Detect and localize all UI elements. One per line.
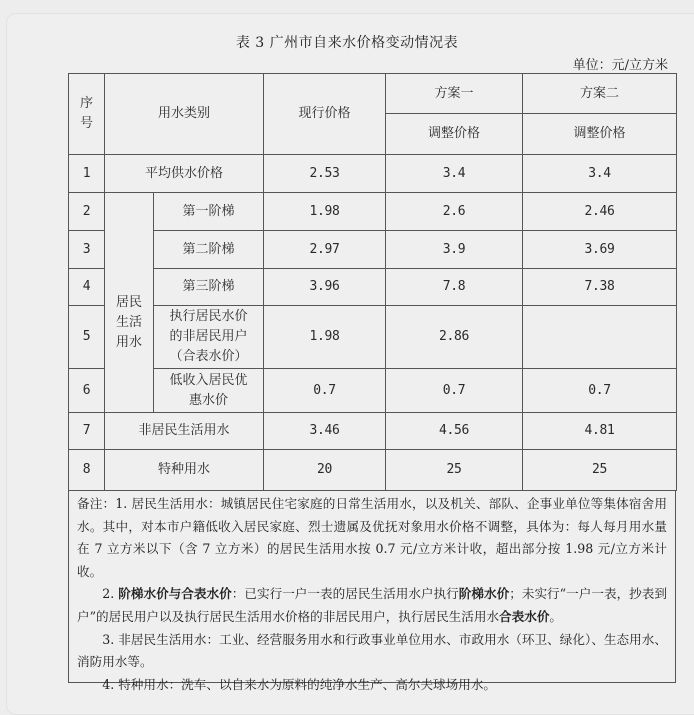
cell-current: 0.7 xyxy=(264,369,386,413)
header-row-1 xyxy=(69,74,677,114)
table-row xyxy=(69,413,677,450)
cell-seq: 7 xyxy=(69,413,105,450)
cell-current: 2.53 xyxy=(264,155,386,193)
cell-plan2 xyxy=(523,306,677,369)
table-row xyxy=(69,306,677,369)
cell-category: 特种用水 xyxy=(105,450,264,491)
cell-plan2: 4.81 xyxy=(523,413,677,450)
cell-seq: 4 xyxy=(69,269,105,306)
cell-plan2: 0.7 xyxy=(523,369,677,413)
table-row xyxy=(69,231,677,269)
table-row xyxy=(69,369,677,413)
table-row xyxy=(69,193,677,231)
note-1: 备注：1. 居民生活用水：城镇居民住宅家庭的日常生活用水，以及机关、部队、企事业单位等集体宿舍用水。其中，对本市户籍低收入居民家庭、烈士遗属及优抚对象用水价格不调整，具体为：每人每月用水量在 7 立方米以下（含 7 立方米）的居民生活用水按 0.7 元/立方米计收，超出部分按 1.98 元/立方米计收。 xyxy=(77,496,667,579)
cell-plan1: 0.7 xyxy=(386,369,523,413)
cell-plan1: 25 xyxy=(386,450,523,491)
header-seq: 序 号 xyxy=(69,74,105,155)
cell-seq: 2 xyxy=(69,193,105,231)
cell-plan2: 7.38 xyxy=(523,269,677,306)
cell-plan2: 25 xyxy=(523,450,677,491)
table-row xyxy=(69,269,677,306)
cell-seq: 5 xyxy=(69,306,105,369)
header-plan2-adjusted: 调整价格 xyxy=(523,114,677,155)
cell-current: 2.97 xyxy=(264,231,386,269)
cell-current: 3.96 xyxy=(264,269,386,306)
cell-seq: 1 xyxy=(69,155,105,193)
cell-plan1: 7.8 xyxy=(386,269,523,306)
cell-category: 平均供水价格 xyxy=(105,155,264,193)
table-title: 表 3 广州市自来水价格变动情况表 xyxy=(235,35,459,51)
cell-seq: 8 xyxy=(69,450,105,491)
note-4: 4. 特种用水：洗车、以自来水为原料的纯净水生产、高尔夫球场用水。 xyxy=(102,676,497,692)
cell-seq: 3 xyxy=(69,231,105,269)
header-plan1: 方案一 xyxy=(386,74,523,114)
unit-label: 单位：元/立方米 xyxy=(572,58,668,73)
cell-plan1: 2.6 xyxy=(386,193,523,231)
header-current-price: 现行价格 xyxy=(264,74,386,155)
notes-section xyxy=(68,490,676,692)
cell-category: 执行居民水价 的非居民用户 （合表水价） xyxy=(154,306,264,369)
cell-plan1: 3.9 xyxy=(386,231,523,269)
header-category: 用水类别 xyxy=(105,74,264,155)
cell-category: 非居民生活用水 xyxy=(105,413,264,450)
header-plan2: 方案二 xyxy=(523,74,677,114)
cell-category: 第三阶梯 xyxy=(154,269,264,306)
cell-plan2: 3.4 xyxy=(523,155,677,193)
table-row xyxy=(69,450,677,491)
cell-plan2: 3.69 xyxy=(523,231,677,269)
group-residential-label: 居民 生活 用水 xyxy=(105,193,154,413)
cell-current: 1.98 xyxy=(264,306,386,369)
table-row xyxy=(69,155,677,193)
cell-category: 低收入居民优 惠水价 xyxy=(154,369,264,413)
cell-category: 第二阶梯 xyxy=(154,231,264,269)
cell-current: 3.46 xyxy=(264,413,386,450)
cell-current: 20 xyxy=(264,450,386,491)
cell-plan1: 2.86 xyxy=(386,306,523,369)
cell-plan1: 3.4 xyxy=(386,155,523,193)
cell-current: 1.98 xyxy=(264,193,386,231)
cell-plan2: 2.46 xyxy=(523,193,677,231)
cell-category: 第一阶梯 xyxy=(154,193,264,231)
cell-seq: 6 xyxy=(69,369,105,413)
note-2: 2. 阶梯水价与合表水价：已实行一户一表的居民生活用水户执行阶梯水价；未实行“一户一表，抄表到户”的居民用户以及执行居民生活用水价格的非居民用户，执行居民生活用水合表水价。 xyxy=(77,586,667,624)
note-3: 3. 非居民生活用水：工业、经营服务用水和行政事业单位用水、市政用水（环卫、绿化）、生态用水、消防用水等。 xyxy=(77,631,667,670)
cell-plan1: 4.56 xyxy=(386,413,523,450)
price-table xyxy=(68,73,677,491)
header-plan1-adjusted: 调整价格 xyxy=(386,114,523,155)
